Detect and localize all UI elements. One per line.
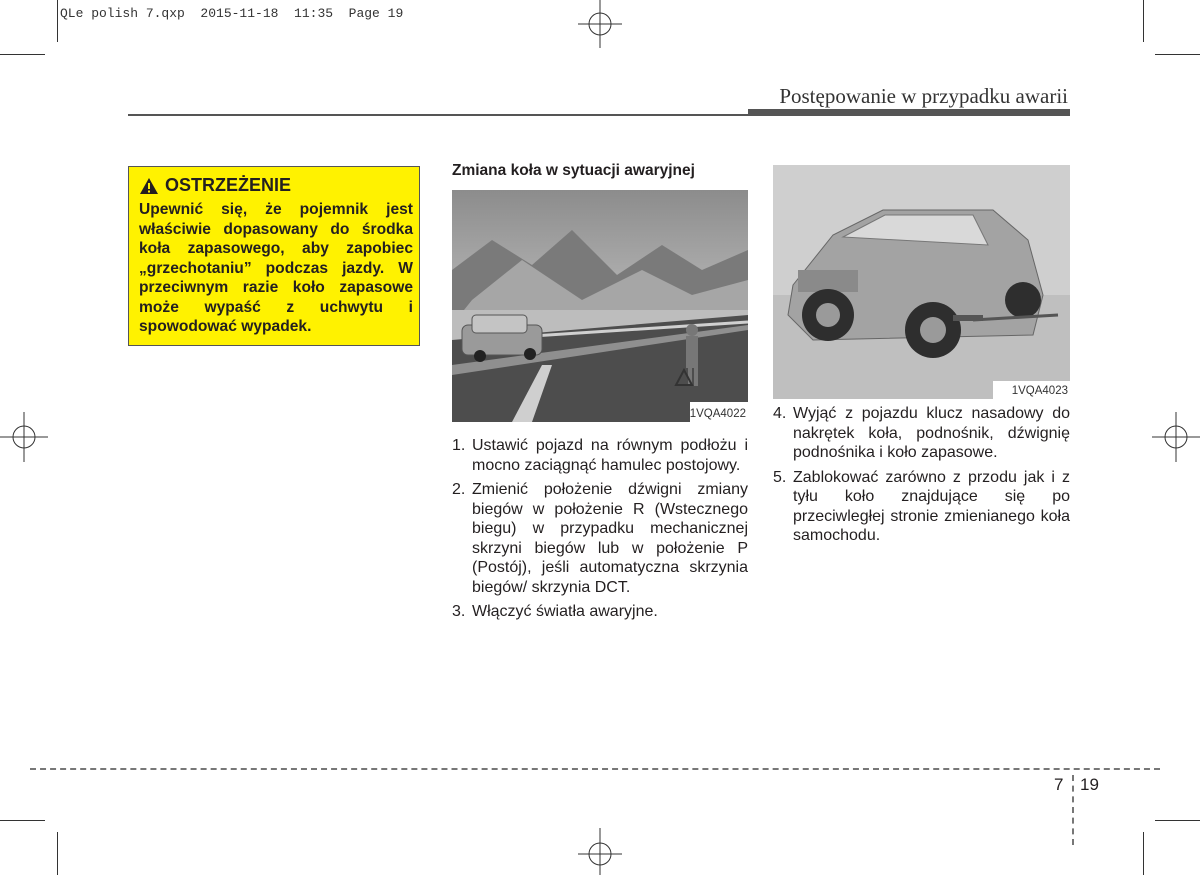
- warning-triangle-icon: [139, 177, 159, 195]
- figure-code: 1VQA4023: [1011, 385, 1068, 397]
- roadside-illustration: [452, 190, 748, 422]
- figure-suv: [773, 165, 1070, 399]
- warning-box: [128, 166, 420, 346]
- registration-mark-right: [1152, 412, 1200, 462]
- chapter-number: 7: [1054, 775, 1064, 794]
- figure-code: 1VQA4022: [689, 408, 746, 420]
- header-rule: [128, 114, 748, 116]
- list-item: 2. Zmienić położenie dźwigni zmiany biegów w położenie R (Wstecznego biegu) w przypadku mechanicznej skrzyni biegów lub w położenie P (Postój), jeśli automatyczna skrzynia biegów/ skrzynia DCT.: [452, 481, 748, 596]
- registration-mark-left: [0, 412, 50, 462]
- warning-text: Upewnić się, że pojemnik jest właściwie dopasowany do środka koła zapasowego, aby zapobiec „grzechotaniu” podczas jazdy. W przeciwnym razie koło zapasowe może wypaść z uchwytu i spowodować wypadek.: [139, 201, 413, 335]
- warning-title: OSTRZEŻENIE: [165, 175, 292, 195]
- list-item: 4. Wyjąć z pojazdu klucz nasadowy do nakrętek koła, podnośnik, dźwignię podnośnika i koło zapasowe.: [773, 405, 1070, 461]
- print-slug: QLe polish 7.qxp 2015-11-18 11:35 Page 19: [60, 6, 404, 21]
- suv-illustration: [773, 165, 1070, 399]
- page-number-separator: [1072, 775, 1074, 845]
- warning-header: [139, 175, 413, 196]
- section-heading: Zmiana koła w sytuacji awaryjnej: [452, 162, 695, 179]
- registration-mark-bottom: [575, 828, 625, 875]
- header-rule-thick: [748, 109, 1070, 116]
- steps-right: [773, 404, 1070, 551]
- steps-left: [452, 436, 748, 627]
- page-number: 19: [1080, 775, 1099, 794]
- list-item: 5. Zablokować zarówno z przodu jak i z tyłu koło znajdujące się po przeciwległej stronie zmienianego koła samochodu.: [773, 468, 1070, 544]
- footer-rule: [30, 768, 1160, 770]
- registration-mark-top: [575, 0, 625, 50]
- list-item: 1. Ustawić pojazd na równym podłożu i mocno zaciągnąć hamulec postojowy.: [452, 437, 748, 474]
- section-title: Postępowanie w przypadku awarii: [779, 84, 1068, 108]
- figure-roadside: [452, 190, 748, 422]
- list-item: 3. Włączyć światła awaryjne.: [452, 603, 658, 620]
